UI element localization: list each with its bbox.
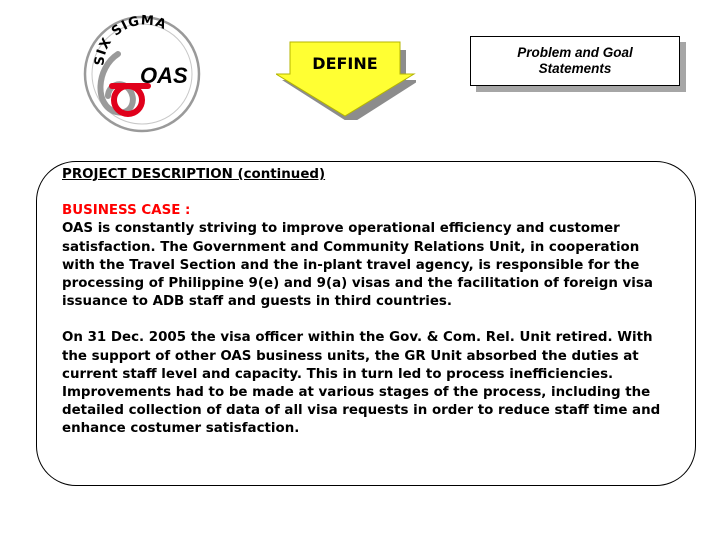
business-case-paragraph-1: OAS is constantly striving to improve operational efficiency and customer satisfaction. The Government and Community Relations Unit, in cooperation with the Travel Section and the in-plant travel agency, is responsible for the processing of Philippine 9(e) and 9(a) visas and the facilitation of foreign visa issuance to ADB staff and guests in third countries. [62,221,653,310]
business-case-paragraph-2: On 31 Dec. 2005 the visa officer within the Gov. & Com. Rel. Unit retired. With the support of other OAS business units, the GR Unit absorbed the duties at current staff level and capacity. This in turn led to process inefficiencies. Improvements had to be made at various stages of the process, including the detailed collection of data of all visa requests in order to reduce staff time and enhance costumer satisfaction. [62,330,661,437]
logo-ring-text: SIX SIGMA [92,14,169,67]
stage-title-box [470,36,680,86]
section-heading: PROJECT DESCRIPTION (continued) [62,167,326,182]
logo-oas-text: OAS [140,63,188,88]
six-sigma-logo-graphic [82,14,202,134]
six-sigma-oas-logo [82,14,202,134]
content-text [62,166,662,439]
stage-title: Problem and Goal Statements [517,45,633,76]
business-case-label: BUSINESS CASE : [62,203,191,219]
define-label: DEFINE [312,54,378,73]
